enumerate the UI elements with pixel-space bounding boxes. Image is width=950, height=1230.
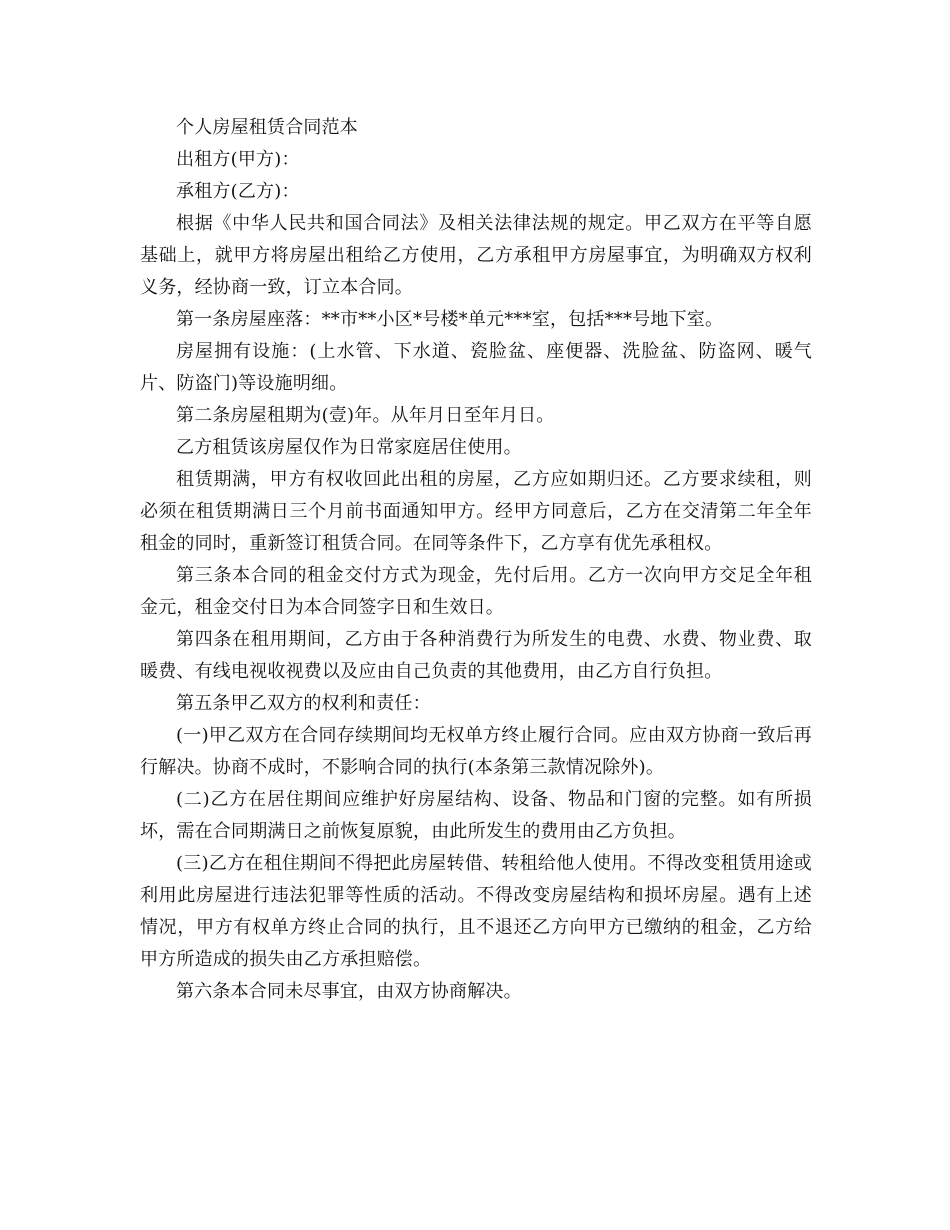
article-3-payment: 第三条本合同的租金交付方式为现金，先付后用。乙方一次向甲方交足全年租金元，租金交付日为本合同签字日和生效日。	[140, 565, 812, 618]
article-1-location: 第一条房屋座落：**市**小区*号楼*单元***室，包括***号地下室。	[176, 309, 724, 330]
lessee-line: 承租方(乙方)：	[176, 181, 300, 202]
article-5-clause-3: (三)乙方在租住期间不得把此房屋转借、转租给他人使用。不得改变租赁用途或利用此房屋进行违法犯罪等性质的活动。不得改变房屋结构和损坏房屋。遇有上述情况，甲方有权单方终止合同的执行，且不退还乙方向甲方已缴纳的租金，乙方给甲方所造成的损失由乙方承担赔偿。	[140, 853, 812, 970]
article-6-misc: 第六条本合同未尽事宜，由双方协商解决。	[176, 981, 522, 1002]
article-5-heading: 第五条甲乙双方的权利和责任：	[176, 693, 431, 714]
lessor-line: 出租方(甲方)：	[176, 149, 300, 170]
facilities-paragraph: 房屋拥有设施：(上水管、下水道、瓷脸盆、座便器、洗脸盆、防盗网、暖气片、防盗门)等设施明细。	[140, 341, 812, 394]
usage-paragraph: 乙方租赁该房屋仅作为日常家庭居住使用。	[176, 437, 522, 458]
document-body	[140, 112, 812, 1008]
article-5-clause-2: (二)乙方在居住期间应维护好房屋结构、设备、物品和门窗的完整。如有所损坏，需在合同期满日之前恢复原貌，由此所发生的费用由乙方负担。	[140, 789, 812, 842]
document-title: 个人房屋租赁合同范本	[176, 117, 358, 138]
article-2-term: 第二条房屋租期为(壹)年。从年月日至年月日。	[176, 405, 555, 426]
article-4-expenses: 第四条在租用期间，乙方由于各种消费行为所发生的电费、水费、物业费、取暖费、有线电视收视费以及应由自己负责的其他费用，由乙方自行负担。	[140, 629, 812, 682]
preamble-paragraph: 根据《中华人民共和国合同法》及相关法律法规的规定。甲乙双方在平等自愿基础上，就甲方将房屋出租给乙方使用，乙方承租甲方房屋事宜，为明确双方权利义务，经协商一致，订立本合同。	[140, 213, 812, 298]
article-5-clause-1: (一)甲乙双方在合同存续期间均无权单方终止履行合同。应由双方协商一致后再行解决。协商不成时，不影响合同的执行(本条第三款情况除外)。	[140, 725, 812, 778]
renewal-paragraph: 租赁期满，甲方有权收回此出租的房屋，乙方应如期归还。乙方要求续租，则必须在租赁期满日三个月前书面通知甲方。经甲方同意后，乙方在交清第二年全年租金的同时，重新签订租赁合同。在同等条件下，乙方享有优先承租权。	[140, 469, 812, 554]
